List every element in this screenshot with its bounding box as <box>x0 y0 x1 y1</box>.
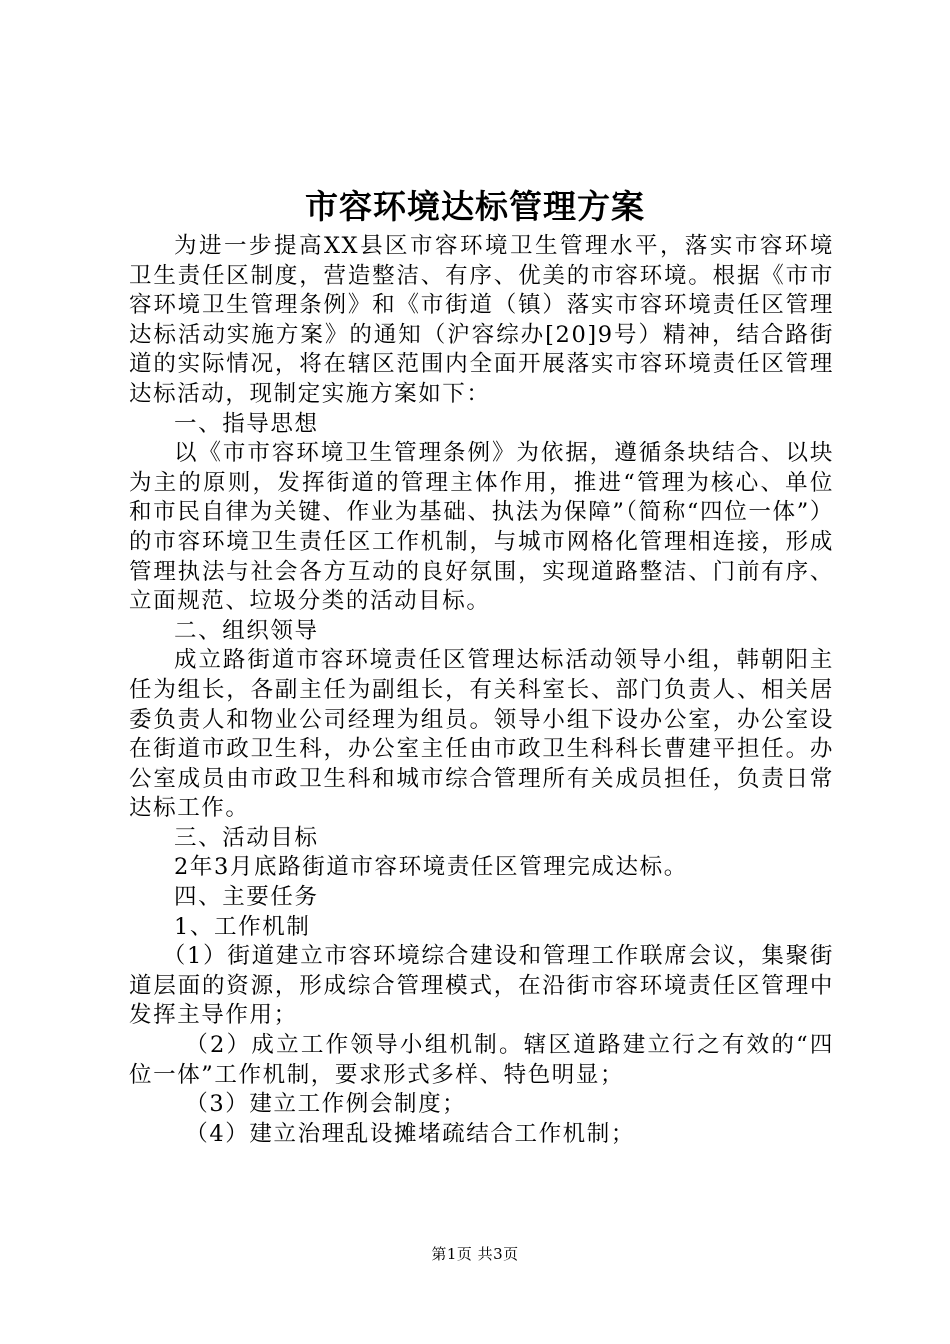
document-title: 市容环境达标管理方案 <box>305 187 645 226</box>
section-heading-goals: 三、活动目标 <box>174 824 319 851</box>
task-item-3: （3）建立工作例会制度； <box>185 1091 467 1118</box>
organization-paragraph: 成立路街道市容环境责任区管理达标活动领导小组，韩朝阳主任为组长，各副主任为副组长，有关科室长、部门负责人、相关居委负责人和物业公司经理为组员。领导小组下设办公室，办公室设在街道市政卫生科，办公室主任由市政卫生科科长曹建平担任。办公室成员由市政卫生科和城市综合管理所有关成员担任，负责日常达标工作。 <box>129 647 834 822</box>
task-item-2: （2）成立工作领导小组机制。辖区道路建立行之有效的“四位一体”工作机制，要求形式多样、特色明显； <box>129 1032 834 1088</box>
page-footer: 第1页 共3页 <box>431 1245 519 1263</box>
section-heading-tasks: 四、主要任务 <box>174 884 319 911</box>
intro-paragraph: 为进一步提高XX县区市容环境卫生管理水平，落实市容环境卫生责任区制度，营造整洁、有序、优美的市容环境。根据《市市容环境卫生管理条例》和《市街道（镇）落实市容环境责任区管理达标活动实施方案》的通知（沪容综办[20]9号）精神，结合路街道的实际情况，将在辖区范围内全面开展落实市容环境责任区管理达标活动，现制定实施方案如下： <box>129 233 834 407</box>
task-item-4: （4）建立治理乱设摊堵疏结合工作机制； <box>185 1120 635 1147</box>
goals-paragraph: 2年3月底路街道市容环境责任区管理完成达标。 <box>174 854 688 881</box>
section-heading-organization: 二、组织领导 <box>174 617 319 644</box>
task-item-1: （1）街道建立市容环境综合建设和管理工作联席会议，集聚街道层面的资源，形成综合管理模式，在沿街市容环境责任区管理中发挥主导作用； <box>129 943 834 1029</box>
section-heading-guiding-thought: 一、指导思想 <box>174 410 319 437</box>
subsection-heading-work-mechanism: 1、工作机制 <box>174 913 311 940</box>
document-body <box>129 232 834 1149</box>
guiding-thought-paragraph: 以《市市容环境卫生管理条例》为依据，遵循条块结合、以块为主的原则，发挥街道的管理主体作用，推进“管理为核心、单位和市民自律为关键、作业为基础、执法为保障”（简称“四位一体”）的市容环境卫生责任区工作机制，与城市网格化管理相连接，形成管理执法与社会各方互动的良好氛围，实现道路整洁、门前有序、立面规范、垃圾分类的活动目标。 <box>129 440 834 615</box>
